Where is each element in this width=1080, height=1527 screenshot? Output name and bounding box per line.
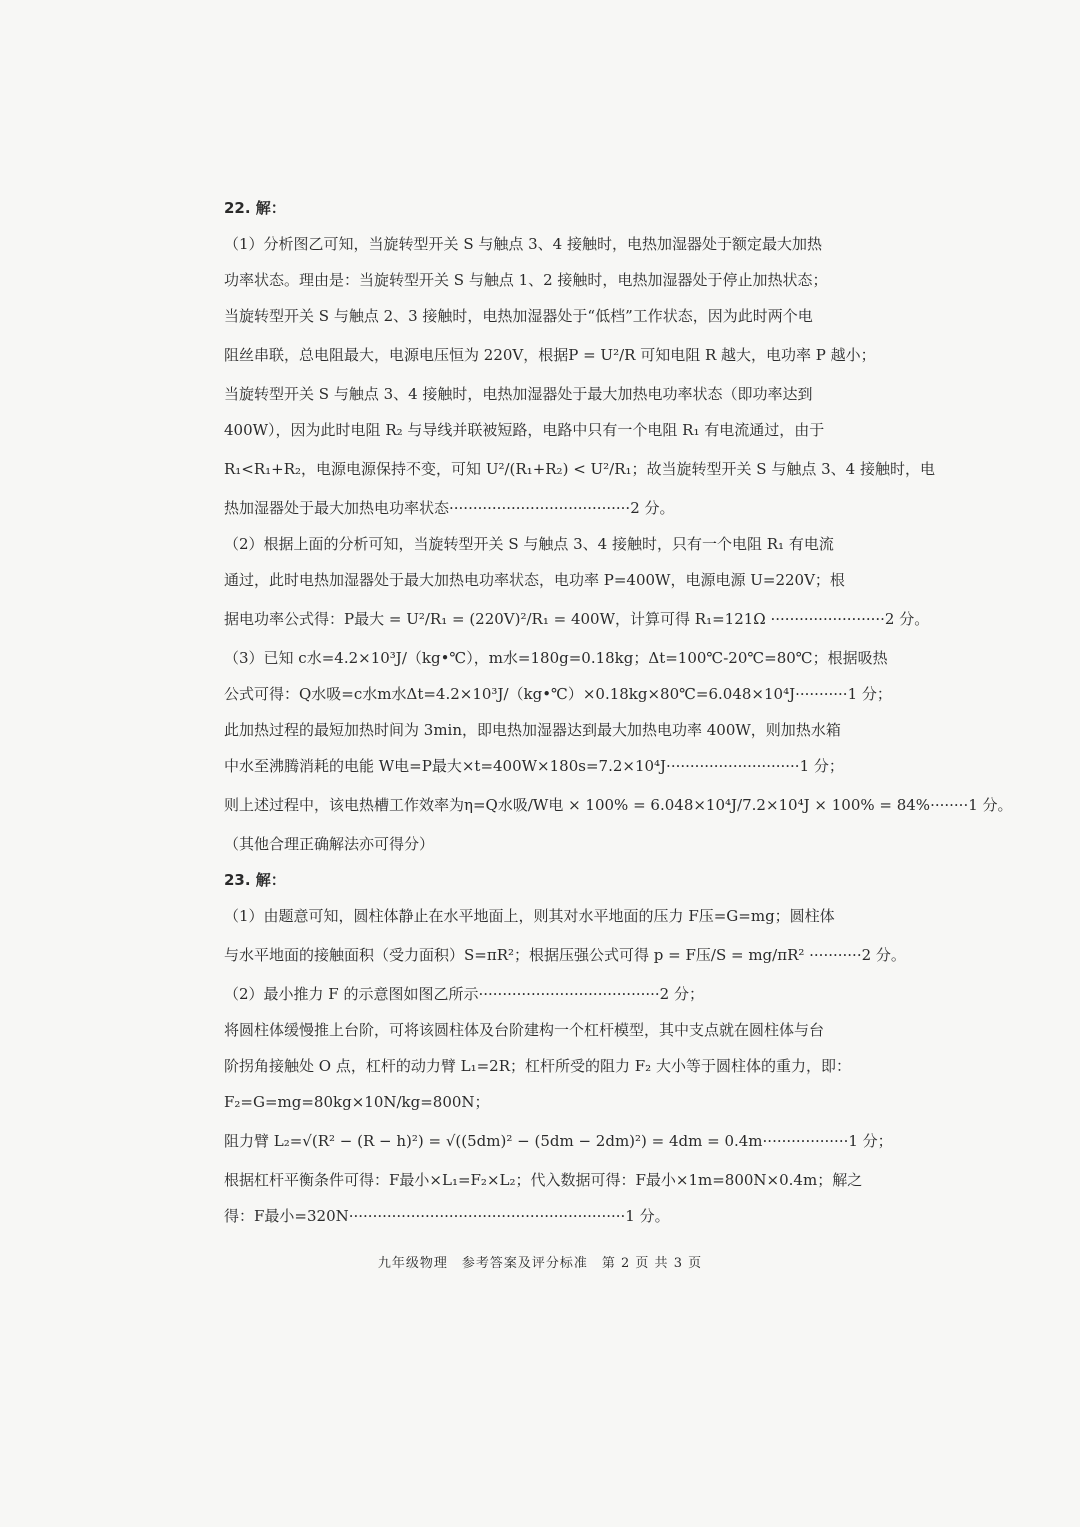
q23-title: 23. 解： (224, 871, 286, 889)
page-footer: 九年级物理 参考答案及评分标准 第 2 页 共 3 页 (377, 1256, 703, 1271)
q22-line: 此加热过程的最短加热时间为 3min，即电热加湿器达到最大加热电功率 400W，则加热水箱 (224, 721, 841, 739)
q23-line: 根据杠杆平衡条件可得：F最小×L₁=F₂×L₂；代入数据可得：F最小×1m=800N×0.4m；解之 (224, 1171, 863, 1189)
q22-line: 当旋转型开关 S 与触点 2、3 接触时，电热加湿器处于“低档”工作状态，因为此时两个电 (224, 307, 813, 325)
q22-line: 当旋转型开关 S 与触点 3、4 接触时，电热加湿器处于最大加热电功率状态（即功率达到 (224, 385, 813, 403)
q22-line: （3）已知 c水=4.2×10³J/（kg•℃），m水=180g=0.18kg；Δt=100℃-20℃=80℃；根据吸热 (224, 649, 888, 667)
q22-title: 22. 解： (224, 199, 286, 217)
q22-line: R₁<R₁+R₂，电源电源保持不变，可知 U²/(R₁+R₂) < U²/R₁；故当旋转型开关 S 与触点 3、4 接触时，电 (224, 460, 935, 478)
q22-line: 400W），因为此时电阻 R₂ 与导线并联被短路，电路中只有一个电阻 R₁ 有电流通过，由于 (224, 421, 825, 439)
q22-line: 阻丝串联，总电阻最大，电源电压恒为 220V，根据P = U²/R 可知电阻 R 越大，电功率 P 越小； (224, 346, 876, 364)
q22-line: 据电功率公式得：P最大 = U²/R₁ = (220V)²/R₁ = 400W，计算可得 R₁=121Ω ························2 分。 (224, 610, 930, 628)
q23-line: F₂=G=mg=80kg×10N/kg=800N； (224, 1093, 490, 1111)
q22-line: （1）分析图乙可知，当旋转型开关 S 与触点 3、4 接触时，电热加湿器处于额定最大加热 (224, 235, 822, 253)
q22-line: 公式可得：Q水吸=c水m水Δt=4.2×10³J/（kg•℃）×0.18kg×80℃=6.048×10⁴J···········1 分； (224, 685, 892, 703)
q23-line: （1）由题意可知，圆柱体静止在水平地面上，则其对水平地面的压力 F压=G=mg；圆柱体 (224, 907, 835, 925)
q22-line: 热加湿器处于最大加热电功率状态······································2 分。 (224, 499, 675, 517)
answer-content (224, 190, 1013, 1234)
q23-line: 阶拐角接触处 O 点，杠杆的动力臂 L₁=2R；杠杆所受的阻力 F₂ 大小等于圆柱体的重力，即： (224, 1057, 851, 1075)
q23-line: 将圆柱体缓慢推上台阶，可将该圆柱体及台阶建构一个杠杆模型，其中支点就在圆柱体与台 (224, 1021, 825, 1039)
q22-line: 通过，此时电热加湿器处于最大加热电功率状态，电功率 P=400W，电源电源 U=220V；根 (224, 571, 845, 589)
q22-line: 功率状态。理由是：当旋转型开关 S 与触点 1、2 接触时，电热加湿器处于停止加热状态； (224, 271, 828, 289)
q23-line: （2）最小推力 F 的示意图如图乙所示······································2 分； (224, 985, 704, 1003)
q22-line: （2）根据上面的分析可知，当旋转型开关 S 与触点 3、4 接触时，只有一个电阻 R₁ 有电流 (224, 535, 834, 553)
q22-line: 中水至沸腾消耗的电能 W电=P最大×t=400W×180s=7.2×10⁴J····························1 分； (224, 757, 844, 775)
q22-line: 则上述过程中，该电热槽工作效率为η=Q水吸/W电 × 100% = 6.048×10⁴J/7.2×10⁴J × 100% = 84%········1 分。 (224, 796, 1013, 814)
q23-line: 得：F最小=320N··························································1 分。 (224, 1207, 670, 1225)
q22-note: （其他合理正确解法亦可得分） (224, 835, 435, 853)
q23-line: 与水平地面的接触面积（受力面积）S=πR²；根据压强公式可得 p = F压/S = mg/πR² ···········2 分。 (224, 946, 906, 964)
q23-line: 阻力臂 L₂=√(R² − (R − h)²) = √((5dm)² − (5dm − 2dm)²) = 4dm = 0.4m··················1 分； (224, 1132, 893, 1150)
